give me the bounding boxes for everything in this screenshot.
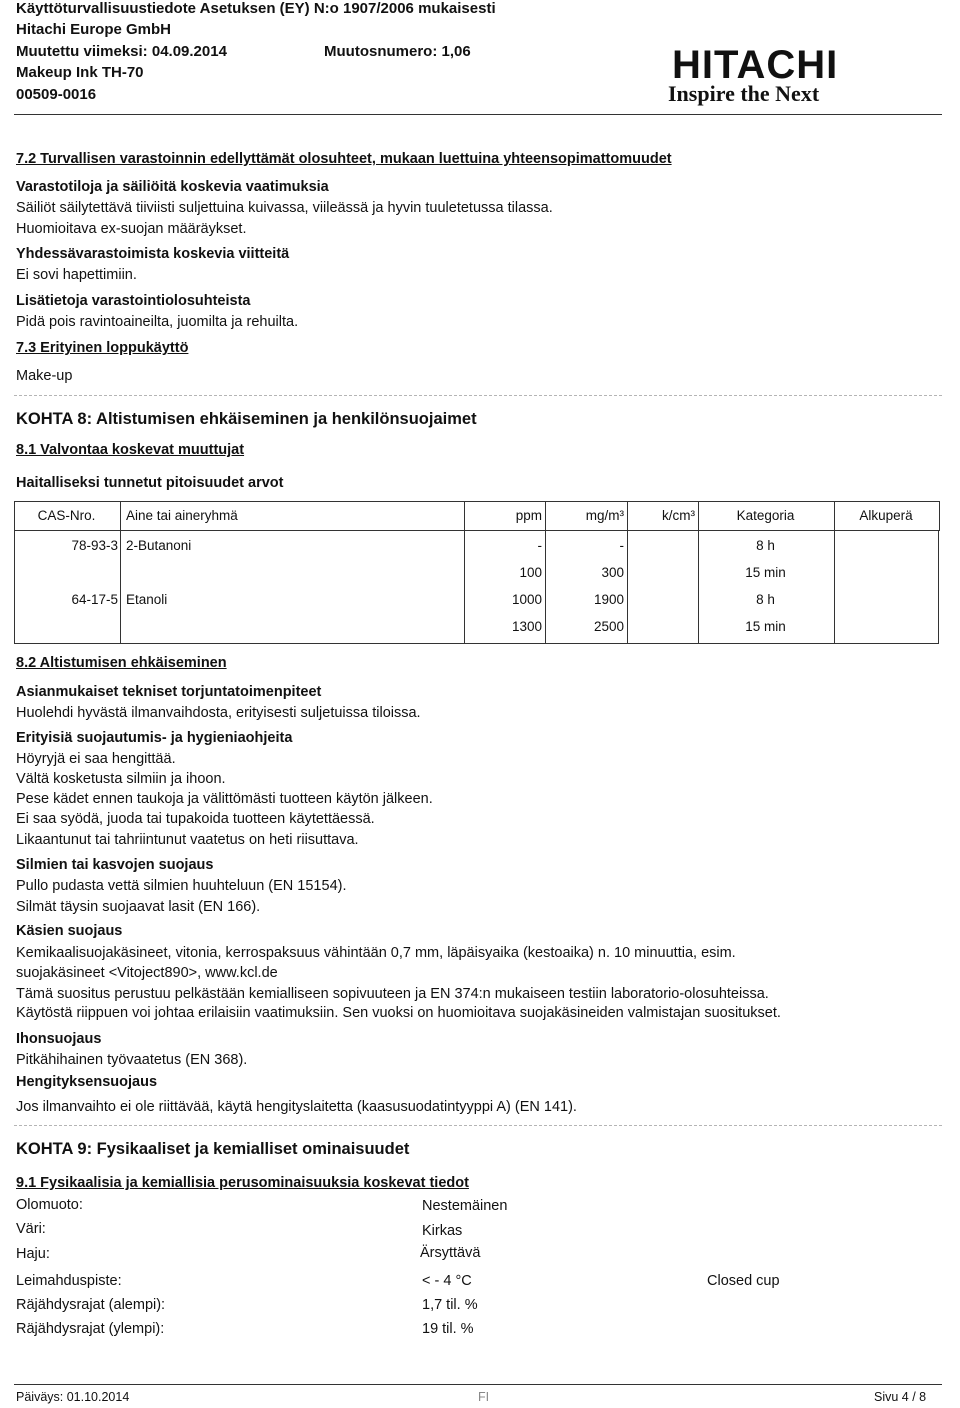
section-7-3-title: 7.3 Erityinen loppukäyttö (16, 340, 189, 356)
section-9-1-title: 9.1 Fysikaalisia ja kemiallisia perusominaisuuksia koskevat tiedot (16, 1175, 469, 1191)
footer-divider (14, 1384, 942, 1385)
header-category: Kategoria (736, 508, 795, 523)
storage-extra-heading: Lisätietoja varastointiolosuhteista (16, 293, 251, 309)
hand-protection-line: Tämä suositus perustuu pelkästään kemialliseen sopivuuteen ja EN 374:n mukaiseen testiin laboratorio-olosuhteissa. (16, 986, 769, 1002)
prop-label: Olomuoto: (16, 1197, 83, 1213)
product-code: 00509-0016 (16, 86, 97, 103)
skin-protection-text: Pitkähihainen työvaatetus (EN 368). (16, 1052, 248, 1068)
header-kcm3: k/cm³ (662, 508, 695, 523)
section-7-2-title: 7.2 Turvallisen varastoinnin edellyttämät olosuhteet, mukaan luettuina yhteensopimattomuudet (16, 151, 672, 167)
limits-heading: Haitalliseksi tunnetut pitoisuudet arvot (16, 475, 284, 491)
prop-label: Väri: (16, 1221, 46, 1237)
cell-category: 15 min (745, 619, 786, 634)
header-cas: CAS-Nro. (37, 508, 96, 523)
cell-category: 8 h (756, 538, 775, 553)
header-origin: Alkuperä (859, 508, 913, 523)
hand-protection-line: Kemikaalisuojakäsineet, vitonia, kerrospaksuus vähintään 0,7 mm, läpäisyaika (kestoaika) n. 10 minuuttia, esim. (16, 945, 736, 961)
eye-protection-heading: Silmien tai kasvojen suojaus (16, 857, 214, 873)
cell-ppm: 1000 (511, 592, 542, 607)
hygiene-line: Höyryjä ei saa hengittää. (16, 751, 176, 767)
exposure-limits-table (14, 501, 940, 643)
cell-substance: Etanoli (126, 592, 168, 607)
prop-label: Leimahduspiste: (16, 1273, 122, 1289)
hygiene-line: Pese kädet ennen taukoja ja välittömästi tuotteen käytön jälkeen. (16, 791, 433, 807)
joint-storage-heading: Yhdessävarastoimista koskevia viitteitä (16, 246, 290, 262)
prop-label: Räjähdysrajat (ylempi): (16, 1321, 165, 1337)
hygiene-line: Vältä kosketusta silmiin ja ihoon. (16, 771, 226, 787)
header-substance: Aine tai aineryhmä (126, 508, 238, 523)
prop-value: 19 til. % (422, 1321, 474, 1337)
company-name: Hitachi Europe GmbH (16, 21, 172, 38)
cell-cas: 64-17-5 (71, 592, 118, 607)
cell-ppm: 100 (519, 565, 542, 580)
hand-protection-line: Käytöstä riippuen voi johtaa erilaisiin vaatimuksiin. Sen vuoksi on huomioitava suojakäsineiden valmistajan suositukset. (16, 1005, 781, 1021)
storage-req-line-2: Huomioitava ex-suojan määräykset. (16, 221, 247, 237)
cell-ppm: - (537, 538, 542, 553)
print-date: Päiväys: 01.10.2014 (16, 1390, 130, 1404)
product-name: Makeup Ink TH-70 (16, 64, 144, 81)
cell-category: 15 min (745, 565, 786, 580)
logo-wordmark: HITACHI (672, 43, 839, 87)
hygiene-line: Ei saa syödä, juoda tai tupakoida tuotteen käytettäessä. (16, 811, 375, 827)
cell-mgm3: - (619, 538, 624, 553)
table-border (834, 530, 835, 643)
cell-cas: 78-93-3 (71, 538, 118, 553)
section-8-2-title: 8.2 Altistumisen ehkäiseminen (16, 655, 227, 671)
prop-value: 1,7 til. % (422, 1297, 478, 1313)
eye-protection-line: Pullo pudasta vettä silmien huuhteluun (EN 15154). (16, 878, 347, 894)
cell-mgm3: 300 (601, 565, 624, 580)
table-border (120, 530, 121, 643)
prop-label: Räjähdysrajat (alempi): (16, 1297, 166, 1313)
tech-measures-heading: Asianmukaiset tekniset torjuntatoimenpiteet (16, 684, 322, 700)
page-number: Sivu 4 / 8 (874, 1390, 927, 1404)
storage-extra-text: Pidä pois ravintoaineilta, juomilta ja rehuilta. (16, 314, 299, 330)
storage-req-line-1: Säiliöt säilytettävä tiiviisti suljettuina kuivassa, viileässä ja hyvin tuuletetussa tilassa. (16, 200, 553, 216)
eye-protection-line: Silmät täysin suojaavat lasit (EN 166). (16, 899, 261, 915)
hand-protection-heading: Käsien suojaus (16, 923, 123, 939)
cell-category: 8 h (756, 592, 775, 607)
section-9-title: KOHTA 9: Fysikaaliset ja kemialliset ominaisuudet (16, 1140, 410, 1158)
hitachi-logo (668, 43, 839, 106)
specific-end-use-text: Make-up (16, 368, 73, 384)
language-code: FI (478, 1390, 490, 1404)
table-border (627, 530, 628, 643)
respiratory-text: Jos ilmanvaihto ei ole riittävää, käytä hengityslaitetta (kaasusuodatintyyppi A) (EN 141). (16, 1099, 577, 1115)
revision-number: Muutosnumero: 1,06 (324, 43, 471, 60)
revised-date: Muutettu viimeksi: 04.09.2014 (16, 43, 227, 60)
respiratory-heading: Hengityksensuojaus (16, 1074, 158, 1090)
skin-protection-heading: Ihonsuojaus (16, 1031, 102, 1047)
section-8-title: KOHTA 8: Altistumisen ehkäiseminen ja henkilönsuojaimet (16, 410, 477, 428)
hygiene-line: Likaantunut tai tahriintunut vaatetus on heti riisuttava. (16, 832, 359, 848)
doc-regulation-line: Käyttöturvallisuustiedote Asetuksen (EY) N:o 1907/2006 mukaisesti (16, 0, 496, 17)
prop-value: Ärsyttävä (420, 1245, 481, 1261)
hygiene-heading: Erityisiä suojautumis- ja hygieniaohjeita (16, 730, 293, 746)
section-divider (14, 395, 942, 396)
table-border (14, 643, 939, 644)
prop-value: < - 4 °C (422, 1273, 472, 1289)
section-8-1-title: 8.1 Valvontaa koskevat muuttujat (16, 442, 245, 458)
joint-storage-text: Ei sovi hapettimiin. (16, 267, 137, 283)
table-border (938, 530, 939, 643)
logo-tagline: Inspire the Next (668, 81, 820, 106)
prop-value: Kirkas (422, 1223, 463, 1239)
cell-ppm: 1300 (511, 619, 542, 634)
cell-mgm3: 2500 (593, 619, 624, 634)
prop-note: Closed cup (707, 1273, 780, 1289)
tech-measures-text: Huolehdi hyvästä ilmanvaihdosta, erityisesti suljetuissa tiloissa. (16, 705, 421, 721)
header-divider (14, 114, 942, 115)
prop-value: Nestemäinen (422, 1198, 508, 1214)
cell-substance: 2-Butanoni (126, 538, 192, 553)
hand-protection-line: suojakäsineet <Vitoject890>, www.kcl.de (16, 965, 278, 981)
header-mgm3: mg/m³ (585, 508, 624, 523)
prop-label: Haju: (16, 1246, 50, 1262)
section-divider (14, 1125, 942, 1126)
storage-req-heading: Varastotiloja ja säiliöitä koskevia vaatimuksia (16, 179, 329, 195)
header-ppm: ppm (515, 508, 542, 523)
cell-mgm3: 1900 (593, 592, 624, 607)
